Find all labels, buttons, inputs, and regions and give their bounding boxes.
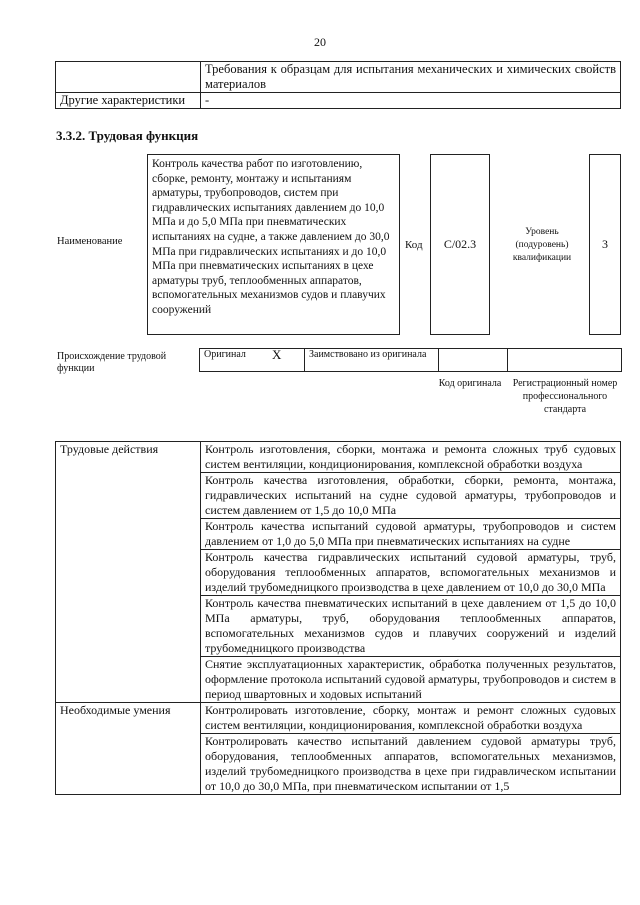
table-row: [56, 93, 621, 109]
code-value-box: С/02.3: [430, 154, 490, 335]
table-row: [56, 703, 621, 734]
reg-number-cell: [508, 349, 622, 372]
requirements-cell: Требования к образцам для испытания механических и химических свойств материалов: [201, 62, 621, 93]
other-characteristics-label: Другие характеристики: [56, 93, 201, 109]
reg-number-label: Регистрационный номер профессионального стандарта: [512, 378, 618, 415]
function-name-box: Контроль качества работ по изготовлению, сборке, ремонту, монтажу и испытаниям арматуры, трубопроводов, систем при гидравлических испытаниях давлением до 10,0 МПа и до 5,0 МПа при пневматических испытаниях на судне, а также давлением до 30,0 МПа при гидравлических испытаниях и до 10,0 МПа при пневматических испытаниях в цехе арматуры труб, теплообменных аппаратов, вспомогательных механизмов судов и плавучих сооружений: [147, 154, 400, 335]
action-item: Контроль качества пневматических испытаний в цехе давлением от 1,5 до 10,0 МПа арматуры, труб, оборудования теплообменных аппаратов, вспомогательных механизмов судов и плавучих сооружений и изделий трубомедницкого производства: [201, 596, 621, 657]
action-item: Снятие эксплуатационных характеристик, обработка полученных результатов, оформление протокола испытаний судовой арматуры, трубопроводов и систем в период швартовных и ходовых испытаний: [201, 657, 621, 703]
skill-item: Контролировать качество испытаний давлением судовой арматуры труб, оборудования, теплообменных аппаратов, вспомогательных механизмов, изделий трубомедницкого производства в цехе при гидравлическом испытании от 10,0 до 30,0 МПа, при пневматическом испытании от 1,5: [201, 734, 621, 795]
code-original-label: Код оригинала: [438, 378, 502, 389]
level-label: Уровень (подуровень) квалификации: [512, 227, 572, 263]
labor-details-table: [55, 441, 621, 795]
other-characteristics-value: -: [201, 93, 621, 109]
section-heading: 3.3.2. Трудовая функция: [56, 128, 199, 143]
action-item: Контроль качества гидравлических испытаний судовой арматуры, труб, оборудования теплообменных аппаратов, вспомогательных механизмов и изделий трубомедницкого производства в цехе давлением от 10,0 до 30,0 МПа: [201, 550, 621, 596]
actions-label: Трудовые действия: [56, 442, 201, 703]
action-item: Контроль качества испытаний судовой арматуры, трубопроводов и систем давлением от 1,0 до 5,0 МПа при пневматических испытаниях на судне: [201, 519, 621, 550]
level-value-box: 3: [589, 154, 621, 335]
skill-item: Контролировать изготовление, сборку, монтаж и ремонт сложных судовых систем вентиляции, кондиционирования, комплексной обработки воздуха: [201, 703, 621, 734]
characteristics-table: [55, 61, 621, 109]
page-number: 20: [314, 35, 326, 49]
code-original-cell: [439, 349, 508, 372]
borrowed-label-cell: Заимствовано из оригинала: [305, 349, 439, 372]
original-mark-cell: X: [268, 349, 305, 372]
table-row: [200, 349, 622, 372]
original-label-cell: Оригинал: [200, 349, 269, 372]
table-row: [56, 442, 621, 473]
origin-table: [199, 348, 622, 372]
action-item: Контроль изготовления, сборки, монтажа и ремонта сложных труб судовых систем вентиляции, кондиционирования, комплексной обработки воздуха: [201, 442, 621, 473]
table-row: [56, 62, 621, 93]
skills-label: Необходимые умения: [56, 703, 201, 795]
origin-label: Происхождение трудовой функции: [57, 351, 167, 374]
name-label: Наименование: [57, 236, 123, 247]
action-item: Контроль качества изготовления, обработки, сборки, ремонта, монтажа, гидравлических испытаний на судне судовой арматуры, трубопроводов и систем давлением от 1,5 до 10,0 МПа: [201, 473, 621, 519]
empty-cell: [56, 62, 201, 93]
code-label: Код: [405, 239, 423, 251]
